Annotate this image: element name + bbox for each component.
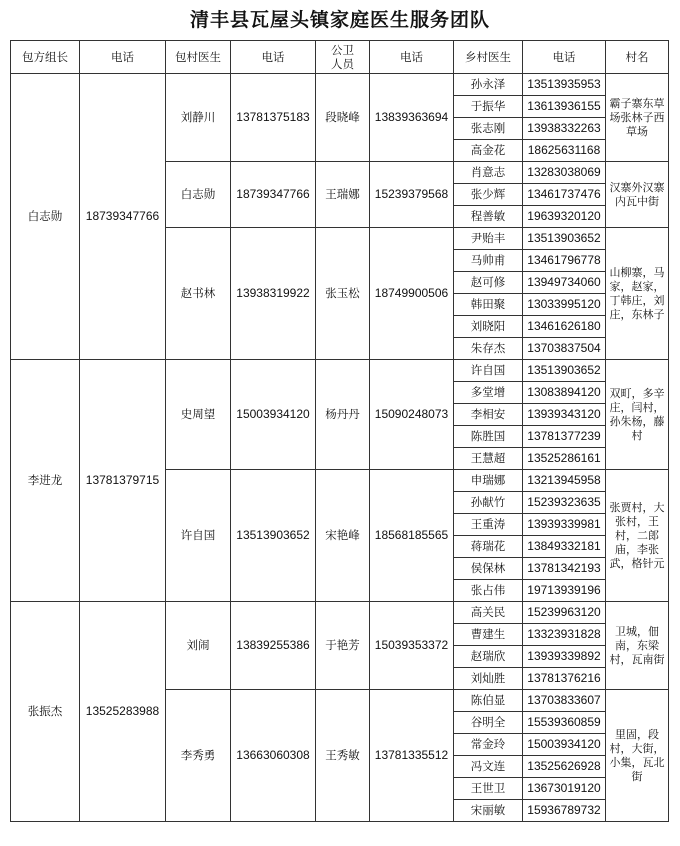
rural-doctor-name: 赵可修 bbox=[454, 272, 523, 294]
rural-doctor-phone: 13525626928 bbox=[523, 756, 606, 778]
table-row bbox=[11, 74, 669, 96]
rural-doctor-name: 高关民 bbox=[454, 602, 523, 624]
rural-doctor-name: 王重涛 bbox=[454, 514, 523, 536]
rural-doctor-phone: 13461796778 bbox=[523, 250, 606, 272]
rural-doctor-phone: 13703837504 bbox=[523, 338, 606, 360]
rural-doctor-name: 陈胜国 bbox=[454, 426, 523, 448]
rural-doctor-phone: 13673019120 bbox=[523, 778, 606, 800]
public-health-name: 杨丹丹 bbox=[316, 360, 370, 470]
public-health-phone: 18749900506 bbox=[370, 228, 454, 360]
rural-doctor-name: 王世卫 bbox=[454, 778, 523, 800]
village-doctor-phone: 13938319922 bbox=[231, 228, 316, 360]
rural-doctor-phone: 19639320120 bbox=[523, 206, 606, 228]
doctor-team-table bbox=[10, 40, 669, 822]
village-doctor-name: 史周望 bbox=[166, 360, 231, 470]
village-doctor-name: 刘静川 bbox=[166, 74, 231, 162]
rural-doctor-phone: 15003934120 bbox=[523, 734, 606, 756]
village-names: 双町，多辛庄，闫村，孙朱杨，藤村 bbox=[606, 360, 669, 470]
table-row bbox=[11, 360, 669, 382]
rural-doctor-name: 李相安 bbox=[454, 404, 523, 426]
rural-doctor-name: 孙永泽 bbox=[454, 74, 523, 96]
leader-phone: 13781379715 bbox=[80, 360, 166, 602]
rural-doctor-phone: 13283038069 bbox=[523, 162, 606, 184]
public-health-name: 王秀敏 bbox=[316, 690, 370, 822]
village-names: 张贾村，大张村，王村，二郎庙，李张武，格针元 bbox=[606, 470, 669, 602]
leader-name: 白志勋 bbox=[11, 74, 80, 360]
rural-doctor-phone: 18625631168 bbox=[523, 140, 606, 162]
rural-doctor-phone: 13781377239 bbox=[523, 426, 606, 448]
public-health-phone: 15090248073 bbox=[370, 360, 454, 470]
rural-doctor-phone: 13513935953 bbox=[523, 74, 606, 96]
public-health-phone: 15039353372 bbox=[370, 602, 454, 690]
rural-doctor-name: 孙献竹 bbox=[454, 492, 523, 514]
public-health-name: 王瑞娜 bbox=[316, 162, 370, 228]
public-health-phone: 13781335512 bbox=[370, 690, 454, 822]
rural-doctor-phone: 15239963120 bbox=[523, 602, 606, 624]
rural-doctor-name: 程善敏 bbox=[454, 206, 523, 228]
rural-doctor-name: 肖意志 bbox=[454, 162, 523, 184]
rural-doctor-name: 高金花 bbox=[454, 140, 523, 162]
page-title: 清丰县瓦屋头镇家庭医生服务团队 bbox=[189, 9, 490, 31]
village-doctor-name: 刘闹 bbox=[166, 602, 231, 690]
rural-doctor-phone: 13939339981 bbox=[523, 514, 606, 536]
village-names: 里固，段村，大街，小集，瓦北街 bbox=[606, 690, 669, 822]
rural-doctor-name: 许自国 bbox=[454, 360, 523, 382]
rural-doctor-phone: 13461626180 bbox=[523, 316, 606, 338]
public-health-phone: 15239379568 bbox=[370, 162, 454, 228]
header-rural-doctor: 乡村医生 bbox=[454, 41, 523, 74]
public-health-name: 段晓峰 bbox=[316, 74, 370, 162]
header-village-doctor: 包村医生 bbox=[166, 41, 231, 74]
village-names: 卫城，佃南，东梁村，瓦南街 bbox=[606, 602, 669, 690]
rural-doctor-name: 张少辉 bbox=[454, 184, 523, 206]
rural-doctor-phone: 13525286161 bbox=[523, 448, 606, 470]
rural-doctor-phone: 15539360859 bbox=[523, 712, 606, 734]
rural-doctor-phone: 19713939196 bbox=[523, 580, 606, 602]
rural-doctor-phone: 13939339892 bbox=[523, 646, 606, 668]
village-doctor-name: 许自国 bbox=[166, 470, 231, 602]
public-health-name: 于艳芳 bbox=[316, 602, 370, 690]
village-names: 霸子寨东草场张林子西草场 bbox=[606, 74, 669, 162]
header-doctor-phone: 电话 bbox=[231, 41, 316, 74]
header-leader-phone: 电话 bbox=[80, 41, 166, 74]
header-village: 村名 bbox=[606, 41, 669, 74]
rural-doctor-name: 马帅甫 bbox=[454, 250, 523, 272]
rural-doctor-name: 侯保林 bbox=[454, 558, 523, 580]
rural-doctor-phone: 13461737476 bbox=[523, 184, 606, 206]
rural-doctor-name: 刘灿胜 bbox=[454, 668, 523, 690]
rural-doctor-name: 常金玲 bbox=[454, 734, 523, 756]
village-doctor-phone: 18739347766 bbox=[231, 162, 316, 228]
rural-doctor-name: 于振华 bbox=[454, 96, 523, 118]
header-leader: 包方组长 bbox=[11, 41, 80, 74]
rural-doctor-name: 朱存杰 bbox=[454, 338, 523, 360]
village-names: 山柳寨，马家，赵家，丁韩庄，刘庄，东林子 bbox=[606, 228, 669, 360]
rural-doctor-phone: 13513903652 bbox=[523, 228, 606, 250]
rural-doctor-name: 韩田聚 bbox=[454, 294, 523, 316]
header-row bbox=[11, 41, 669, 74]
rural-doctor-name: 蒋瑞花 bbox=[454, 536, 523, 558]
village-doctor-phone: 13839255386 bbox=[231, 602, 316, 690]
rural-doctor-phone: 13703833607 bbox=[523, 690, 606, 712]
header-public-health: 公卫人员 bbox=[316, 41, 370, 74]
rural-doctor-phone: 13781342193 bbox=[523, 558, 606, 580]
rural-doctor-phone: 13938332263 bbox=[523, 118, 606, 140]
rural-doctor-name: 刘晓阳 bbox=[454, 316, 523, 338]
public-health-phone: 18568185565 bbox=[370, 470, 454, 602]
rural-doctor-phone: 15936789732 bbox=[523, 800, 606, 822]
rural-doctor-name: 张志刚 bbox=[454, 118, 523, 140]
public-health-name: 张玉松 bbox=[316, 228, 370, 360]
rural-doctor-phone: 15239323635 bbox=[523, 492, 606, 514]
rural-doctor-phone: 13033995120 bbox=[523, 294, 606, 316]
rural-doctor-phone: 13213945958 bbox=[523, 470, 606, 492]
rural-doctor-phone: 13949734060 bbox=[523, 272, 606, 294]
rural-doctor-name: 尹贻丰 bbox=[454, 228, 523, 250]
leader-phone: 13525283988 bbox=[80, 602, 166, 822]
rural-doctor-name: 谷明全 bbox=[454, 712, 523, 734]
village-doctor-phone: 13781375183 bbox=[231, 74, 316, 162]
rural-doctor-phone: 13939343120 bbox=[523, 404, 606, 426]
rural-doctor-name: 宋丽敏 bbox=[454, 800, 523, 822]
table-body bbox=[11, 74, 669, 822]
rural-doctor-phone: 13613936155 bbox=[523, 96, 606, 118]
village-doctor-name: 白志勋 bbox=[166, 162, 231, 228]
village-doctor-name: 李秀勇 bbox=[166, 690, 231, 822]
rural-doctor-name: 冯文连 bbox=[454, 756, 523, 778]
village-doctor-name: 赵书林 bbox=[166, 228, 231, 360]
village-doctor-phone: 15003934120 bbox=[231, 360, 316, 470]
rural-doctor-name: 陈伯显 bbox=[454, 690, 523, 712]
table-row bbox=[11, 602, 669, 624]
rural-doctor-name: 曹建生 bbox=[454, 624, 523, 646]
village-doctor-phone: 13663060308 bbox=[231, 690, 316, 822]
village-doctor-phone: 13513903652 bbox=[231, 470, 316, 602]
header-health-phone: 电话 bbox=[370, 41, 454, 74]
leader-name: 李进龙 bbox=[11, 360, 80, 602]
rural-doctor-name: 王慧超 bbox=[454, 448, 523, 470]
rural-doctor-name: 张占伟 bbox=[454, 580, 523, 602]
rural-doctor-phone: 13849332181 bbox=[523, 536, 606, 558]
leader-name: 张振杰 bbox=[11, 602, 80, 822]
rural-doctor-phone: 13323931828 bbox=[523, 624, 606, 646]
public-health-name: 宋艳峰 bbox=[316, 470, 370, 602]
rural-doctor-name: 多堂增 bbox=[454, 382, 523, 404]
leader-phone: 18739347766 bbox=[80, 74, 166, 360]
rural-doctor-phone: 13781376216 bbox=[523, 668, 606, 690]
rural-doctor-name: 赵瑞欣 bbox=[454, 646, 523, 668]
public-health-phone: 13839363694 bbox=[370, 74, 454, 162]
rural-doctor-name: 申瑞娜 bbox=[454, 470, 523, 492]
village-names: 汉寨外汉寨内瓦中街 bbox=[606, 162, 669, 228]
rural-doctor-phone: 13083894120 bbox=[523, 382, 606, 404]
header-rural-phone: 电话 bbox=[523, 41, 606, 74]
rural-doctor-phone: 13513903652 bbox=[523, 360, 606, 382]
